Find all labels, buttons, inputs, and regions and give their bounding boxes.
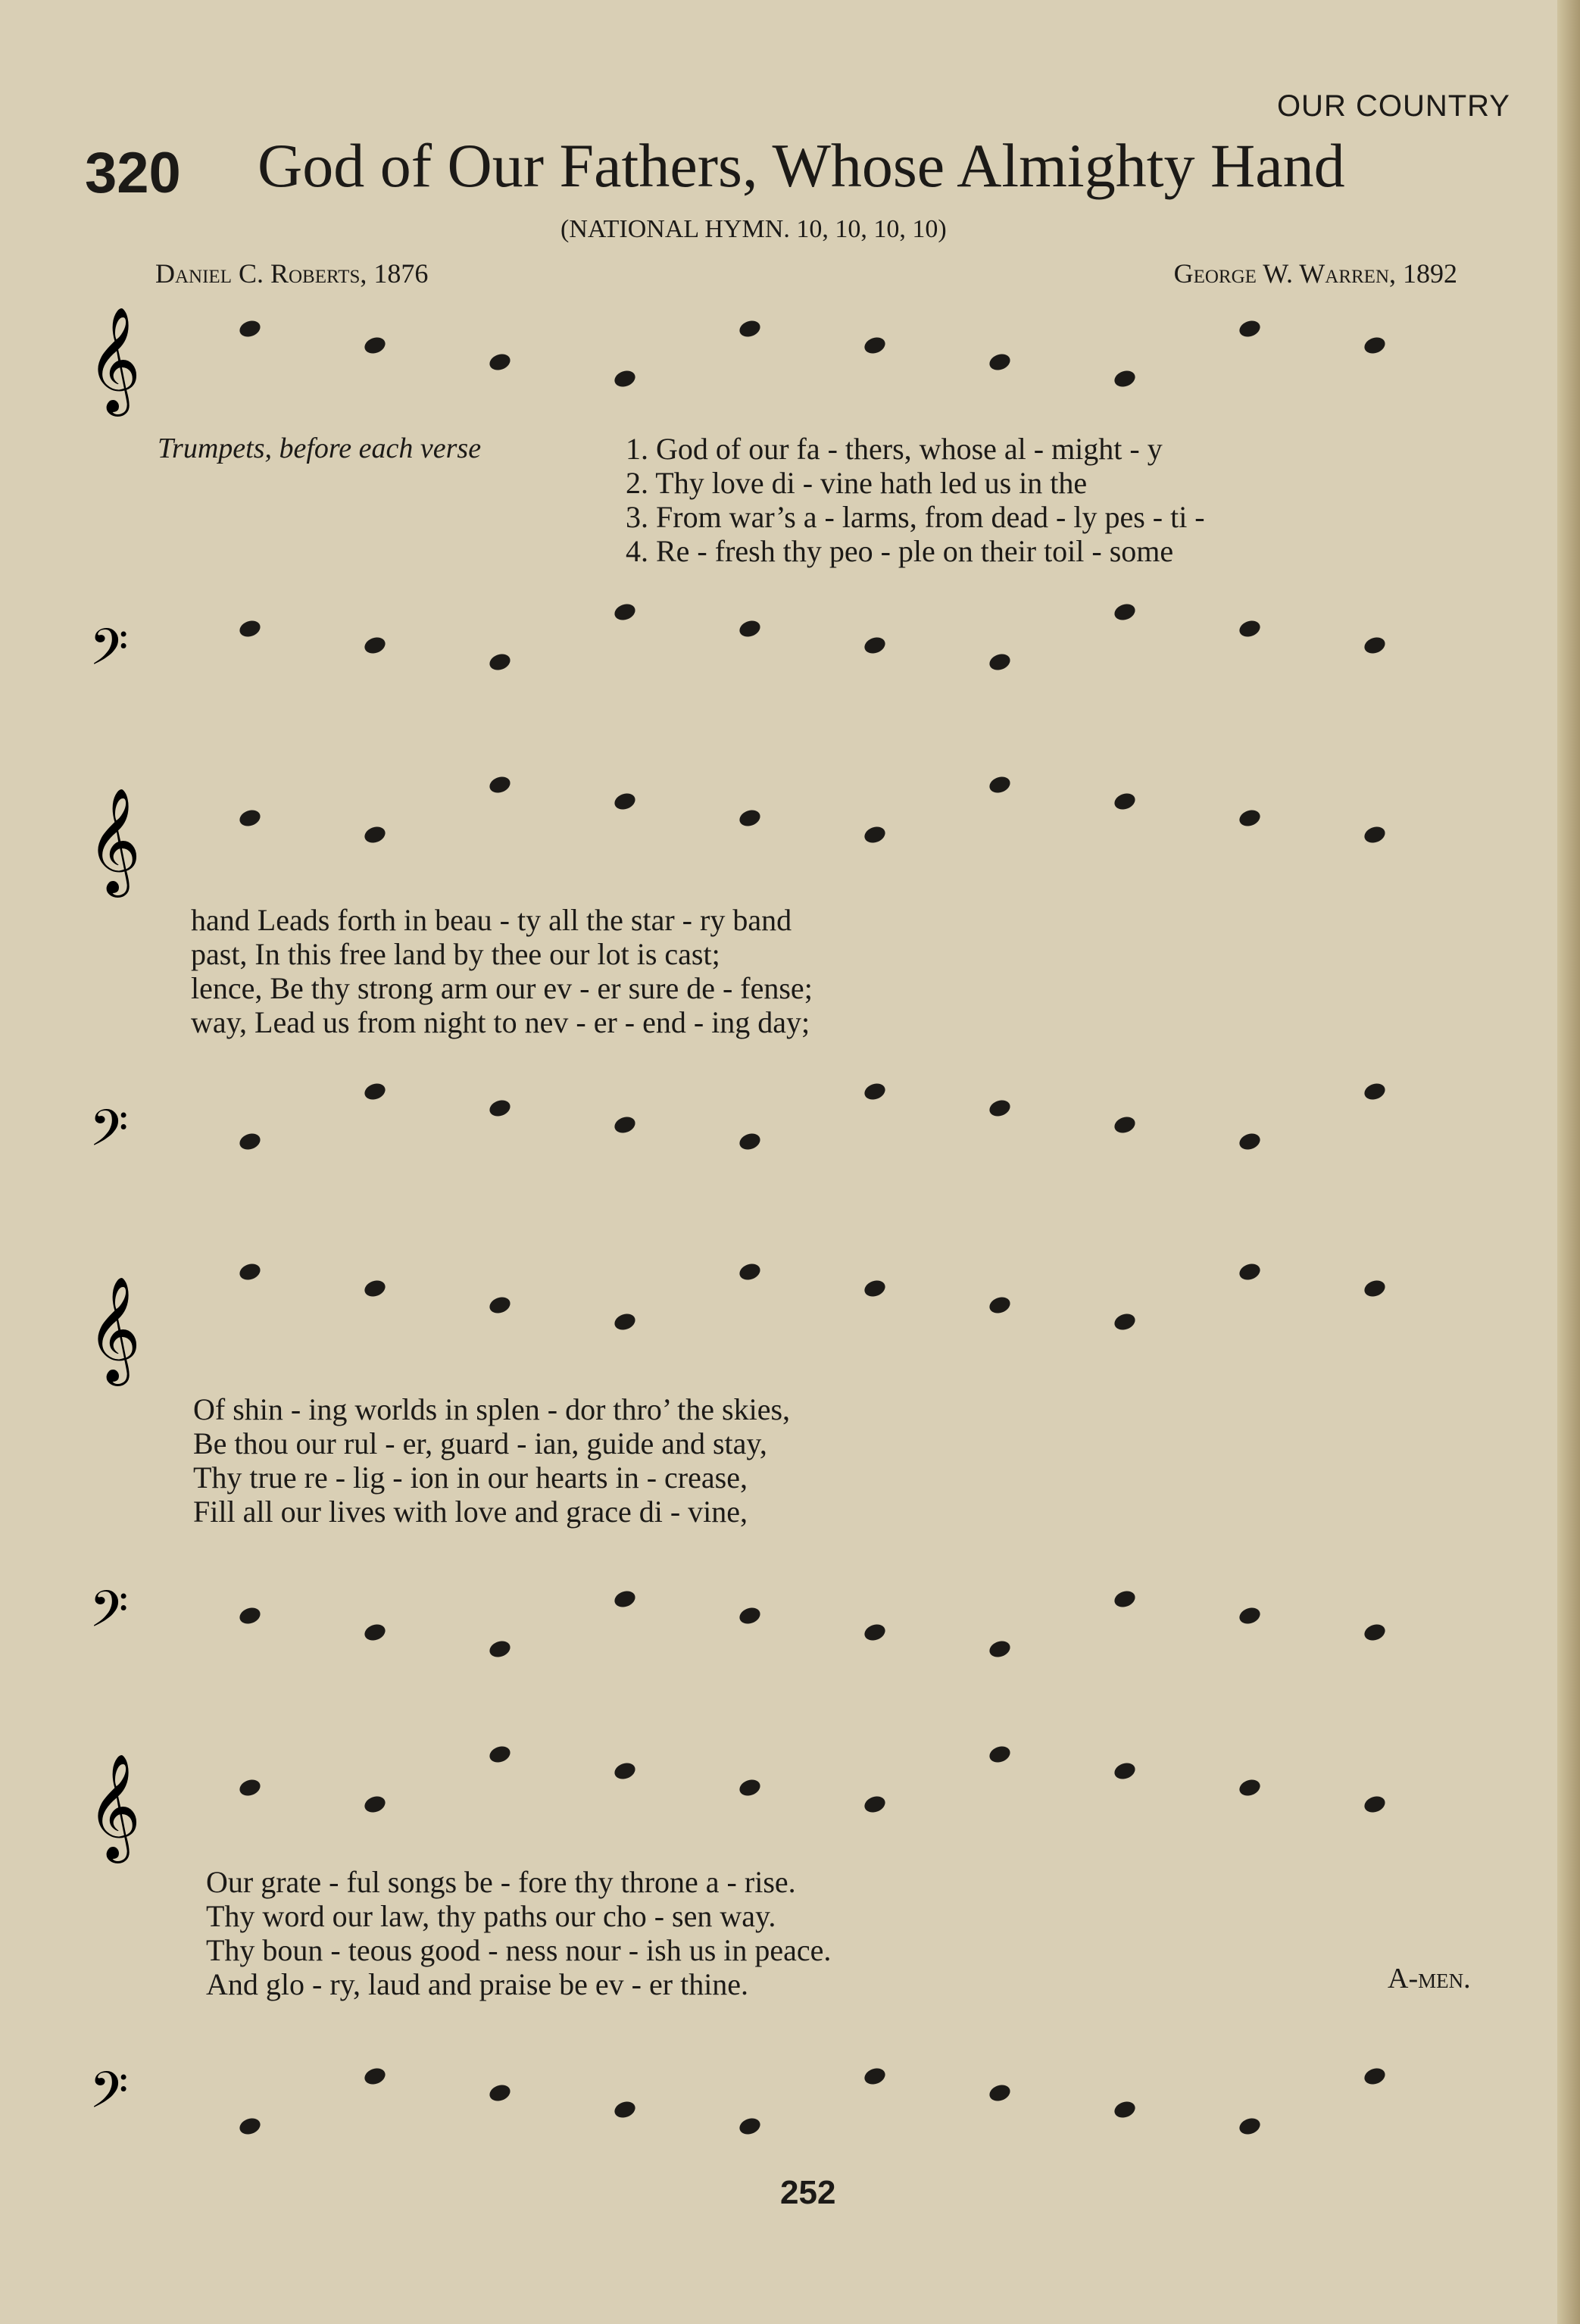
verse-line: Thy boun - teous good - ness nour - ish us in peace. — [206, 1933, 832, 1967]
verse-line: 3. From war’s a - larms, from dead - ly pes - ti - — [626, 500, 1205, 534]
staff-lines — [87, 320, 1524, 2135]
note-head — [1237, 1131, 1262, 1152]
verse-line: And glo - ry, laud and praise be ev - er thine. — [206, 1967, 749, 2001]
note-head — [1237, 1261, 1262, 1282]
verse-line: Be thou our rul - er, guard - ian, guide and stay, — [193, 1426, 767, 1460]
verse-block-3 — [193, 1392, 790, 1529]
note-head — [487, 1295, 512, 1316]
note-head — [987, 774, 1012, 795]
note-head — [362, 1622, 387, 1643]
note-head — [362, 824, 387, 845]
note-head — [612, 1760, 637, 1782]
note-head — [987, 1744, 1012, 1765]
note-head — [862, 635, 887, 656]
note-head — [612, 368, 637, 389]
note-head — [737, 1605, 762, 1626]
note-head — [237, 618, 262, 639]
bass-clef-icon: 𝄢 — [89, 1099, 129, 1170]
note-head — [1362, 635, 1387, 656]
note-head — [862, 1081, 887, 1102]
note-head — [612, 2099, 637, 2120]
verse-line: Fill all our lives with love and grace di - vine, — [193, 1495, 748, 1529]
note-head — [1112, 791, 1137, 812]
note-head — [987, 651, 1012, 673]
note-head — [1112, 1588, 1137, 1610]
section-label: OUR COUNTRY — [1276, 89, 1510, 123]
treble-clef-icon: 𝄞 — [87, 788, 141, 893]
amen-label: A-men. — [1388, 1963, 1471, 1994]
note-head — [237, 807, 262, 829]
hymn-number: 320 — [85, 141, 181, 205]
note-head — [362, 2066, 387, 2087]
note-head — [612, 1311, 637, 1332]
verse-line: lence, Be thy strong arm our ev - er sure de - fense; — [191, 971, 813, 1005]
treble-clef-icon: 𝄞 — [87, 307, 141, 412]
bass-clef-icon: 𝄢 — [89, 2061, 129, 2132]
note-head — [487, 1098, 512, 1119]
note-head — [1237, 1777, 1262, 1798]
note-head — [612, 791, 637, 812]
note-head — [737, 618, 762, 639]
verse-line: Thy word our law, thy paths our cho - sen way. — [206, 1899, 776, 1933]
note-head — [737, 1261, 762, 1282]
note-head — [487, 1744, 512, 1765]
tune-name: (NATIONAL HYMN. 10, 10, 10, 10) — [560, 215, 947, 243]
note-head — [862, 1622, 887, 1643]
note-head — [862, 335, 887, 356]
note-head — [737, 318, 762, 339]
verse-block-1 — [626, 432, 1205, 568]
note-head — [362, 1794, 387, 1815]
note-head — [362, 1081, 387, 1102]
note-head — [1362, 335, 1387, 356]
note-head — [987, 1098, 1012, 1119]
note-head — [1237, 618, 1262, 639]
note-head — [487, 774, 512, 795]
note-head — [737, 1131, 762, 1152]
note-head — [1112, 368, 1137, 389]
note-head — [237, 1131, 262, 1152]
treble-clef-icon: 𝄞 — [87, 1276, 141, 1382]
verse-line: way, Lead us from night to nev - er - end - ing day; — [191, 1005, 810, 1039]
note-head — [612, 1588, 637, 1610]
verse-block-4 — [206, 1865, 831, 2001]
note-head — [862, 1278, 887, 1299]
note-head — [737, 807, 762, 829]
verse-line: Our grate - ful songs be - fore thy throne a - rise. — [206, 1865, 796, 1899]
note-head — [1362, 1794, 1387, 1815]
performance-instruction: Trumpets, before each verse — [158, 433, 482, 464]
note-head — [987, 351, 1012, 373]
note-head — [1112, 2099, 1137, 2120]
note-head — [487, 351, 512, 373]
note-head — [612, 601, 637, 623]
verse-line: hand Leads forth in beau - ty all the star - ry band — [191, 903, 792, 937]
page-number: 252 — [780, 2174, 836, 2211]
author-credit: Daniel C. Roberts, 1876 — [155, 258, 429, 289]
note-head — [237, 1261, 262, 1282]
note-head — [237, 1777, 262, 1798]
note-head — [487, 2082, 512, 2104]
note-heads — [237, 318, 1387, 2137]
note-head — [862, 1794, 887, 1815]
note-head — [487, 651, 512, 673]
verse-line: Of shin - ing worlds in splen - dor thro’ the skies, — [193, 1392, 791, 1426]
clefs — [87, 307, 141, 2132]
verse-line: 4. Re - fresh thy peo - ple on their toil - some — [626, 534, 1174, 568]
note-head — [1237, 1605, 1262, 1626]
note-head — [862, 2066, 887, 2087]
note-head — [237, 2116, 262, 2137]
note-head — [1237, 2116, 1262, 2137]
note-head — [362, 1278, 387, 1299]
note-head — [1112, 601, 1137, 623]
treble-clef-icon: 𝄞 — [87, 1754, 141, 1859]
note-head — [1362, 1622, 1387, 1643]
note-head — [1112, 1114, 1137, 1135]
note-head — [237, 318, 262, 339]
hymn-title: God of Our Fathers, Whose Almighty Hand — [258, 131, 1345, 200]
note-head — [737, 1777, 762, 1798]
verse-line: Thy true re - lig - ion in our hearts in - crease, — [193, 1460, 748, 1495]
bass-clef-icon: 𝄢 — [89, 1580, 129, 1651]
note-head — [1237, 318, 1262, 339]
note-head — [987, 1638, 1012, 1660]
note-head — [487, 1638, 512, 1660]
note-head — [1112, 1311, 1137, 1332]
note-head — [362, 635, 387, 656]
note-head — [987, 2082, 1012, 2104]
verse-line: 1. God of our fa - thers, whose al - might - y — [626, 432, 1163, 466]
note-head — [1362, 1278, 1387, 1299]
verse-line: 2. Thy love di - vine hath led us in the — [626, 466, 1088, 500]
note-head — [1362, 1081, 1387, 1102]
note-head — [1112, 1760, 1137, 1782]
verse-line: past, In this free land by thee our lot is cast; — [191, 937, 720, 971]
bass-clef-icon: 𝄢 — [89, 618, 129, 689]
note-head — [1362, 824, 1387, 845]
note-head — [1237, 807, 1262, 829]
note-head — [612, 1114, 637, 1135]
note-head — [737, 2116, 762, 2137]
note-head — [237, 1605, 262, 1626]
note-head — [987, 1295, 1012, 1316]
note-head — [1362, 2066, 1387, 2087]
verse-block-2 — [191, 903, 813, 1039]
note-head — [862, 824, 887, 845]
composer-credit: George W. Warren, 1892 — [1173, 258, 1457, 289]
note-head — [362, 335, 387, 356]
